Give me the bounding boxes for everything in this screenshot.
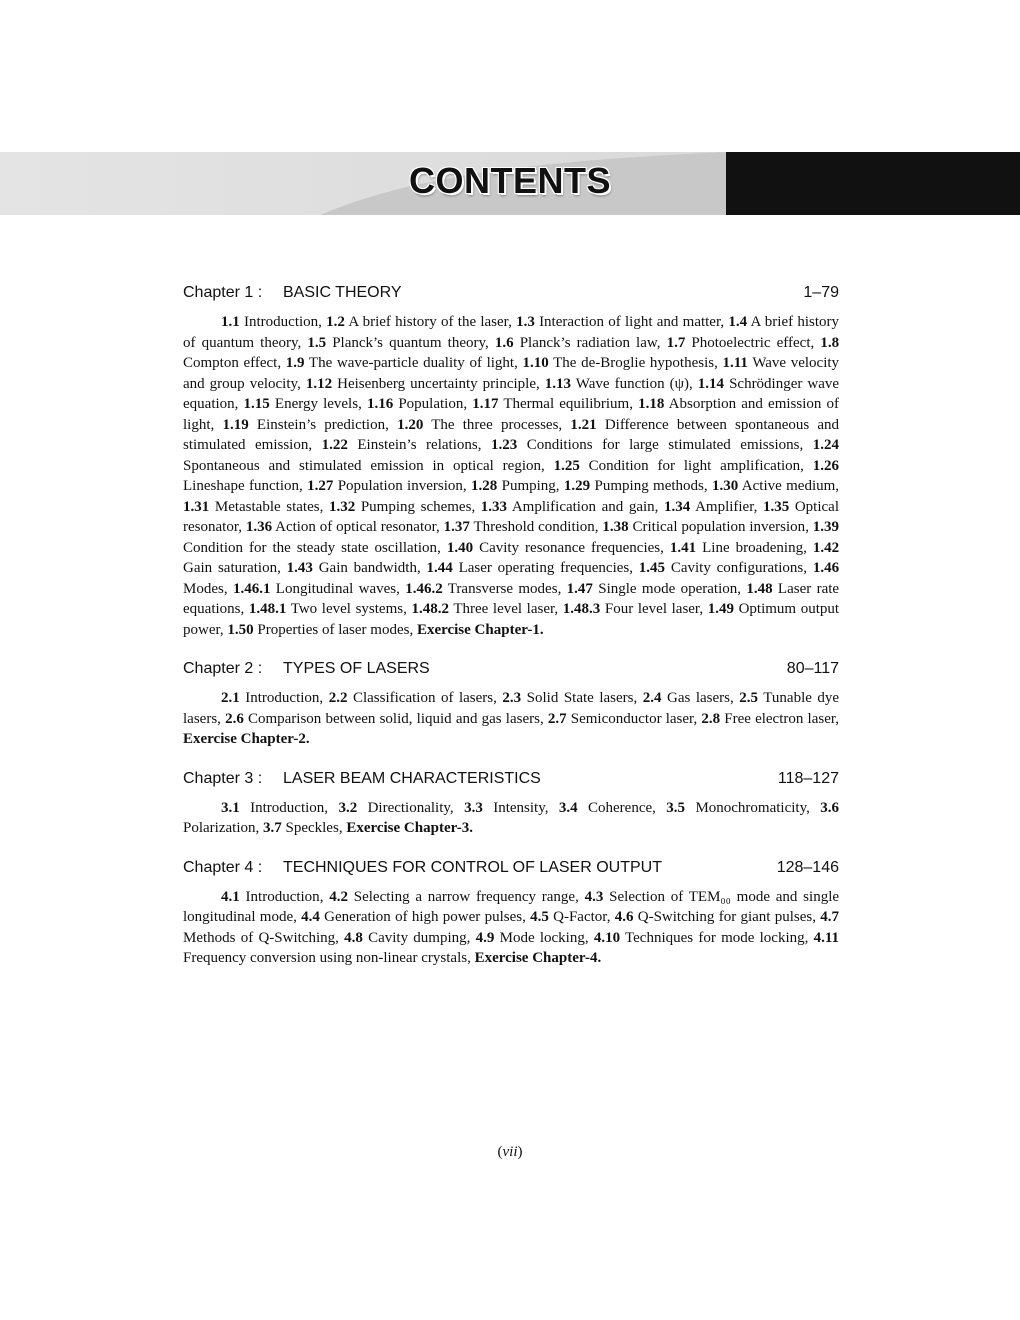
toc-entry[interactable]: [643, 690, 730, 706]
toc-entry[interactable]: [530, 909, 607, 925]
section-title: Methods of Q-Switching: [183, 929, 336, 946]
toc-entry[interactable]: [222, 417, 385, 433]
section-number: 1.46: [812, 560, 840, 576]
banner-black-block: [726, 152, 1020, 215]
toc-entry[interactable]: [564, 478, 704, 494]
section-title: Amplification and gain: [511, 498, 655, 515]
section-title: Interaction of light and matter: [539, 314, 721, 330]
section-title: Metastable states: [214, 498, 320, 515]
toc-entry[interactable]: [481, 499, 655, 515]
section-number: 1.26: [812, 457, 840, 474]
section-number: 1.46.2: [405, 580, 443, 597]
toc-entry[interactable]: [287, 560, 417, 576]
section-title: Absorption and emission of light: [183, 396, 840, 433]
section-title: Selection of TEM₀₀ mode and single longitudinal mode: [183, 888, 840, 925]
chapter-heading[interactable]: [183, 284, 839, 302]
section-number: 3.7: [262, 820, 282, 836]
chapter-number: Chapter 4 :: [183, 858, 263, 876]
toc-entry[interactable]: [286, 355, 514, 371]
section-number: 1.8: [820, 334, 840, 351]
section-title: Q-Switching for giant pulses: [637, 909, 813, 925]
chapter-entries: 4.1 Introduction, 4.2 Selecting a narrow frequency range, 4.3 Selection of TEM₀₀ mode and single longitudinal mode, 4.4 Generation of high power pulses, 4.5 Q-Factor, 4.6 Q-Switching for giant pulses, 4.7 Methods of Q-Switching, 4.8 Cavity dumping, 4.9 Mode locking, 4.10 Techniques for mode locking, 4.11 Frequency conversion using non-linear crystals, Exercise Chapter-4.: [183, 888, 840, 966]
section-title: Planck’s radiation law: [519, 334, 657, 351]
section-title: Modes: [183, 580, 224, 597]
section-title: Optical resonator: [183, 498, 839, 535]
chapter-entries: 2.1 Introduction, 2.2 Classification of lasers, 2.3 Solid State lasers, 2.4 Gas lasers, 2.5 Tunable dye lasers, 2.6 Comparison between solid, liquid and gas lasers, 2.7 Semiconductor laser, 2.8 Free electron laser, Exercise Chapter-2.: [183, 690, 840, 747]
section-number: 1.18: [638, 396, 665, 412]
section-number: 1.44: [426, 560, 453, 576]
section-title: Longitudinal waves: [275, 580, 397, 597]
section-title: Cavity resonance frequencies: [479, 539, 661, 556]
toc-entry[interactable]: [444, 519, 595, 535]
chapter-page-range: 128–146: [776, 858, 839, 876]
section-number: 1.23: [490, 437, 518, 453]
section-title: Energy levels: [274, 396, 359, 412]
section-number: 1.4: [728, 314, 748, 330]
table-of-contents: [183, 284, 839, 989]
section-title: Gain saturation: [183, 560, 278, 576]
section-number: 4.8: [344, 929, 363, 946]
section-title: Introduction: [250, 799, 325, 816]
section-number: 1.40: [446, 539, 474, 556]
section-title: Wave velocity and group velocity: [183, 355, 840, 392]
section-title: The three processes: [431, 416, 559, 433]
section-number: 1.37: [443, 519, 470, 535]
exercise-link[interactable]: Exercise Chapter-4.: [474, 950, 602, 966]
section-number: 1.19: [222, 416, 249, 433]
section-title: Transverse modes: [447, 580, 558, 597]
section-title: Intensity: [493, 799, 545, 816]
section-title: Condition for light amplification: [588, 457, 801, 474]
chapter-number: Chapter 3 :: [183, 769, 263, 787]
section-number: 4.4: [301, 909, 320, 925]
section-number: 2.5: [739, 690, 759, 706]
section-number: 1.1: [221, 314, 240, 330]
chapter-page-range: 118–127: [777, 769, 839, 787]
section-title: Selecting a narrow frequency range: [353, 888, 576, 905]
chapter-heading[interactable]: [183, 859, 839, 877]
section-number: 1.10: [522, 355, 549, 371]
section-title: Lineshape function: [183, 478, 299, 494]
chapter-number: Chapter 1 :: [183, 284, 263, 301]
section-number: 1.50: [227, 621, 254, 638]
chapter-number: Chapter 2 :: [183, 660, 263, 677]
section-title: Tunable dye lasers: [183, 690, 840, 727]
toc-entry[interactable]: [664, 499, 754, 515]
section-number: 2.6: [225, 710, 244, 727]
toc-entry[interactable]: [221, 690, 319, 706]
section-title: Population inversion: [337, 478, 463, 494]
toc-entry[interactable]: [326, 314, 508, 330]
section-title: Gas lasers: [667, 690, 731, 706]
section-number: 2.2: [328, 690, 348, 706]
section-number: 4.1: [221, 888, 240, 905]
section-title: Speckles: [285, 820, 339, 836]
section-number: 1.21: [570, 416, 597, 433]
chapter-heading[interactable]: [183, 660, 839, 678]
section-number: 1.11: [722, 355, 748, 371]
section-number: 4.2: [329, 888, 348, 905]
exercise-link[interactable]: Exercise Chapter-2.: [183, 731, 310, 747]
section-title: Einstein’s prediction: [256, 416, 386, 433]
toc-entry[interactable]: [464, 800, 545, 816]
section-number: 1.45: [638, 560, 666, 576]
section-title: Difference between spontaneous and stimulated emission: [183, 416, 840, 453]
section-title: Planck’s quantum theory: [332, 334, 486, 351]
toc-entry[interactable]: [602, 519, 805, 535]
section-number: 1.14: [697, 375, 725, 392]
section-title: Introduction: [245, 690, 320, 706]
toc-entry[interactable]: [563, 601, 700, 617]
section-number: 1.34: [664, 498, 691, 515]
chapter-entries: 1.1 Introduction, 1.2 A brief history of the laser, 1.3 Interaction of light and matter, 1.4 A brief history of quantum theory, 1.5 Planck’s quantum theory, 1.6 Planck’s radiation law, 1.7 Photoelectric effect, 1.8 Compton effect, 1.9 The wave-particle duality of light, 1.10 The de-Broglie hypothesis, 1.11 Wave velocity and group velocity, 1.12 Heisenberg uncertainty principle, 1.13 Wave function (ψ), 1.14 Schrödinger wave equation, 1.15 Energy levels, 1.16 Population, 1.17 Thermal equilibrium, 1.18 Absorption and emission of light, 1.19 Einstein’s prediction, 1.20 The three processes, 1.21 Difference between spontaneous and stimulated emission, 1.22 Einstein’s relations, 1.23 Conditions for large stimulated emissions, 1.24 Spontaneous and stimulated emission in optical region, 1.25 Condition for light amplification, 1.26 Lineshape function, 1.27 Population inversion, 1.28 Pumping, 1.29 Pumping methods, 1.30 Active medium, 1.31 Metastable states, 1.32 Pumping schemes, 1.33 Amplification and gain, 1.34 Amplifier, 1.35 Optical resonator, 1.36 Action of optical resonator, 1.37 Threshold condition, 1.38 Critical population inversion, 1.39 Condition for the steady state oscillation, 1.40 Cavity resonance frequencies, 1.41 Line broadening, 1.42 Gain saturation, 1.43 Gain bandwidth, 1.44 Laser operating frequencies, 1.45 Cavity configurations, 1.46 Modes, 1.46.1 Longitudinal waves, 1.46.2 Transverse modes, 1.47 Single mode operation, 1.48 Laser rate equations, 1.48.1 Two level systems, 1.48.2 Three level laser, 1.48.3 Four level laser, 1.49 Optimum output power, 1.50 Properties of laser modes, Exercise Chapter-1.: [183, 314, 840, 638]
section-title: Active medium: [741, 478, 836, 494]
toc-entry[interactable]: [322, 437, 478, 453]
contents-banner: [0, 152, 1020, 215]
section-title: Amplifier: [695, 498, 754, 515]
toc-entry[interactable]: [244, 396, 359, 412]
chapter-title: TYPES OF LASERS: [283, 660, 430, 677]
section-title: Laser operating frequencies: [458, 560, 630, 576]
section-title: Einstein’s relations: [357, 437, 478, 453]
toc-entry[interactable]: [667, 335, 811, 351]
section-title: Laser rate equations: [183, 580, 840, 617]
chapter-entries: 3.1 Introduction, 3.2 Directionality, 3.3 Intensity, 3.4 Coherence, 3.5 Monochromaticity, 3.6 Polarization, 3.7 Speckles, Exercise Chapter-3.: [183, 799, 839, 836]
section-number: 1.9: [285, 355, 305, 371]
toc-entry[interactable]: [472, 396, 629, 412]
toc-entry[interactable]: [594, 930, 805, 946]
section-number: 1.22: [321, 437, 348, 453]
chapter-page-range: 1–79: [803, 284, 839, 301]
toc-entry[interactable]: [427, 560, 630, 576]
section-number: 4.7: [820, 909, 840, 925]
section-number: 1.3: [516, 314, 535, 330]
toc-entry[interactable]: [447, 540, 660, 556]
section-number: 3.5: [666, 799, 686, 816]
section-number: 3.4: [558, 799, 578, 816]
section-title: Coherence: [588, 799, 653, 816]
section-number: 1.27: [307, 478, 334, 494]
toc-entry[interactable]: [329, 889, 575, 905]
section-number: 1.25: [553, 457, 580, 474]
section-number: 1.35: [762, 498, 790, 515]
section-title: Conditions for large stimulated emissions: [526, 437, 800, 453]
section-title: Spontaneous and stimulated emission in optical region: [183, 457, 541, 474]
toc-entry[interactable]: [491, 437, 800, 453]
section-number: 2.8: [701, 710, 721, 727]
section-number: 1.15: [243, 396, 270, 412]
toc-entry[interactable]: [567, 581, 738, 597]
toc-entry[interactable]: [329, 499, 471, 515]
toc-entry[interactable]: [233, 581, 396, 597]
section-title: Heisenberg uncertainty principle: [337, 375, 536, 392]
toc-entry[interactable]: [221, 889, 320, 905]
section-title: Generation of high power pulses: [324, 909, 523, 925]
section-number: 2.7: [547, 710, 567, 727]
section-title: Optimum output power: [183, 601, 840, 638]
section-number: 4.10: [593, 929, 621, 946]
toc-entry[interactable]: [471, 478, 556, 494]
section-title: Line broadening: [702, 539, 804, 556]
section-number: 3.2: [338, 799, 358, 816]
toc-entry[interactable]: [670, 540, 803, 556]
toc-entry[interactable]: [329, 690, 493, 706]
section-number: 2.3: [502, 690, 522, 706]
section-title: Introduction: [245, 888, 320, 905]
toc-entry[interactable]: [225, 711, 540, 727]
chapter-section: [183, 859, 839, 969]
toc-entry[interactable]: [666, 800, 806, 816]
section-number: 1.41: [669, 539, 697, 556]
section-title: Population: [398, 396, 464, 412]
toc-entry[interactable]: [639, 560, 803, 576]
section-number: 1.48.3: [562, 601, 601, 617]
toc-entry[interactable]: [221, 800, 324, 816]
exercise-link[interactable]: Exercise Chapter-1.: [416, 621, 544, 638]
section-title: The de-Broglie hypothesis: [553, 355, 715, 371]
exercise-link[interactable]: Exercise Chapter-3.: [346, 820, 473, 836]
section-number: 4.11: [813, 929, 840, 946]
toc-entry[interactable]: [559, 800, 652, 816]
chapter-title: TECHNIQUES FOR CONTROL OF LASER OUTPUT: [283, 858, 662, 876]
page-number: (vii): [497, 1144, 523, 1160]
toc-entry[interactable]: [516, 314, 720, 330]
toc-entry[interactable]: [246, 519, 436, 535]
section-number: 1.49: [707, 601, 734, 617]
section-number: 1.30: [712, 478, 739, 494]
section-title: Directionality: [367, 799, 450, 816]
section-number: 4.5: [530, 909, 549, 925]
section-title: Semiconductor laser: [570, 710, 694, 727]
section-title: Techniques for mode locking: [625, 929, 805, 946]
toc-entry[interactable]: [712, 478, 835, 494]
toc-entry[interactable]: [307, 478, 463, 494]
section-title: Cavity dumping: [368, 929, 467, 946]
section-number: 1.39: [812, 519, 840, 535]
toc-entry[interactable]: [227, 622, 409, 638]
section-number: 1.48.1: [248, 601, 287, 617]
section-title: Classification of lasers: [352, 690, 494, 706]
section-number: 1.42: [812, 539, 840, 556]
section-number: 1.5: [307, 334, 327, 351]
section-title: Introduction: [244, 314, 319, 330]
section-number: 1.17: [472, 396, 499, 412]
section-number: 4.3: [584, 888, 604, 905]
section-title: Q-Factor: [553, 909, 607, 925]
section-title: Condition for the steady state oscillation: [183, 539, 438, 556]
section-number: 1.16: [366, 396, 394, 412]
section-title: Frequency conversion using non-linear crystals: [183, 950, 468, 966]
toc-entry[interactable]: [502, 690, 633, 706]
section-number: 1.43: [286, 560, 313, 576]
section-number: 1.29: [563, 478, 591, 494]
chapter-title: LASER BEAM CHARACTERISTICS: [283, 769, 541, 787]
section-number: 1.48.2: [411, 601, 449, 617]
section-number: 3.1: [221, 799, 240, 816]
section-title: Two level systems: [290, 601, 404, 617]
section-title: Comparison between solid, liquid and gas lasers: [247, 710, 540, 727]
toc-entry[interactable]: [221, 314, 318, 330]
section-number: 1.46.1: [232, 580, 271, 597]
toc-entry[interactable]: [249, 601, 403, 617]
toc-entry[interactable]: [548, 711, 694, 727]
toc-entry[interactable]: [405, 581, 557, 597]
section-title: Pumping schemes: [360, 498, 472, 515]
toc-entry[interactable]: [545, 376, 689, 392]
section-number: 1.47: [566, 580, 593, 597]
section-title: The wave-particle duality of light: [308, 355, 515, 371]
section-number: 4.9: [475, 929, 495, 946]
section-title: Compton effect: [183, 355, 278, 371]
toc-entry[interactable]: [344, 930, 467, 946]
toc-entry[interactable]: [523, 355, 715, 371]
chapter-page-range: 80–117: [786, 660, 839, 677]
toc-entry[interactable]: [397, 417, 558, 433]
section-title: Monochromaticity: [695, 799, 807, 816]
chapter-section: [183, 770, 839, 839]
section-title: Action of optical resonator: [275, 519, 437, 535]
toc-entry[interactable]: [411, 601, 554, 617]
section-number: 1.31: [183, 498, 210, 515]
chapter-section: [183, 284, 839, 640]
chapter-heading[interactable]: [183, 770, 839, 788]
section-title: Pumping: [501, 478, 556, 494]
section-title: Photoelectric effect: [691, 334, 811, 351]
toc-entry[interactable]: [307, 335, 485, 351]
section-number: 1.33: [480, 498, 508, 515]
section-title: A brief history of the laser: [348, 314, 509, 330]
toc-entry[interactable]: [338, 800, 449, 816]
toc-entry[interactable]: [554, 458, 801, 474]
section-title: Four level laser: [604, 601, 700, 617]
section-number: 1.7: [666, 334, 686, 351]
section-title: Schrödinger wave equation: [183, 375, 840, 412]
section-title: Gain bandwidth: [318, 560, 417, 576]
section-number: 1.48: [746, 580, 773, 597]
toc-entry[interactable]: [301, 909, 522, 925]
section-title: Thermal equilibrium: [503, 396, 630, 412]
section-number: 1.6: [494, 334, 514, 351]
toc-entry[interactable]: [367, 396, 463, 412]
section-number: 1.36: [245, 519, 273, 535]
section-title: Critical population inversion: [632, 519, 806, 535]
toc-entry[interactable]: [495, 335, 657, 351]
section-number: 1.12: [305, 375, 333, 392]
toc-entry[interactable]: [263, 820, 339, 836]
section-title: Properties of laser modes: [257, 621, 410, 638]
section-number: 1.13: [544, 375, 572, 392]
section-number: 3.3: [464, 799, 483, 816]
page-number-value: vii: [502, 1144, 518, 1160]
toc-entry[interactable]: [476, 930, 585, 946]
toc-entry[interactable]: [701, 711, 835, 727]
section-number: 1.20: [397, 416, 424, 433]
section-number: 1.2: [326, 314, 345, 330]
section-title: Threshold condition: [473, 519, 595, 535]
section-title: A brief history of quantum theory: [183, 314, 840, 351]
chapter-title: BASIC THEORY: [283, 284, 402, 301]
section-number: 1.32: [328, 498, 356, 515]
section-number: 2.4: [642, 690, 662, 706]
toc-entry[interactable]: [183, 499, 320, 515]
section-title: Pumping methods: [594, 478, 704, 494]
section-title: Free electron laser: [724, 710, 836, 727]
section-title: Single mode operation: [598, 580, 738, 597]
section-number: 1.28: [471, 478, 498, 494]
section-title: Solid State lasers: [526, 690, 634, 706]
page-title: CONTENTS: [409, 160, 611, 201]
section-number: 1.38: [602, 519, 629, 535]
section-title: Wave function (ψ): [575, 375, 689, 392]
section-title: Cavity configurations: [670, 560, 804, 576]
section-title: Polarization: [183, 820, 256, 836]
toc-entry[interactable]: [615, 909, 813, 925]
section-title: Three level laser: [453, 601, 555, 617]
section-number: 3.6: [820, 799, 839, 816]
chapter-section: [183, 660, 839, 750]
section-title: Mode locking: [499, 929, 585, 946]
section-number: 4.6: [614, 909, 634, 925]
section-number: 1.24: [812, 437, 839, 453]
toc-entry[interactable]: [306, 376, 536, 392]
section-number: 2.1: [221, 690, 240, 706]
